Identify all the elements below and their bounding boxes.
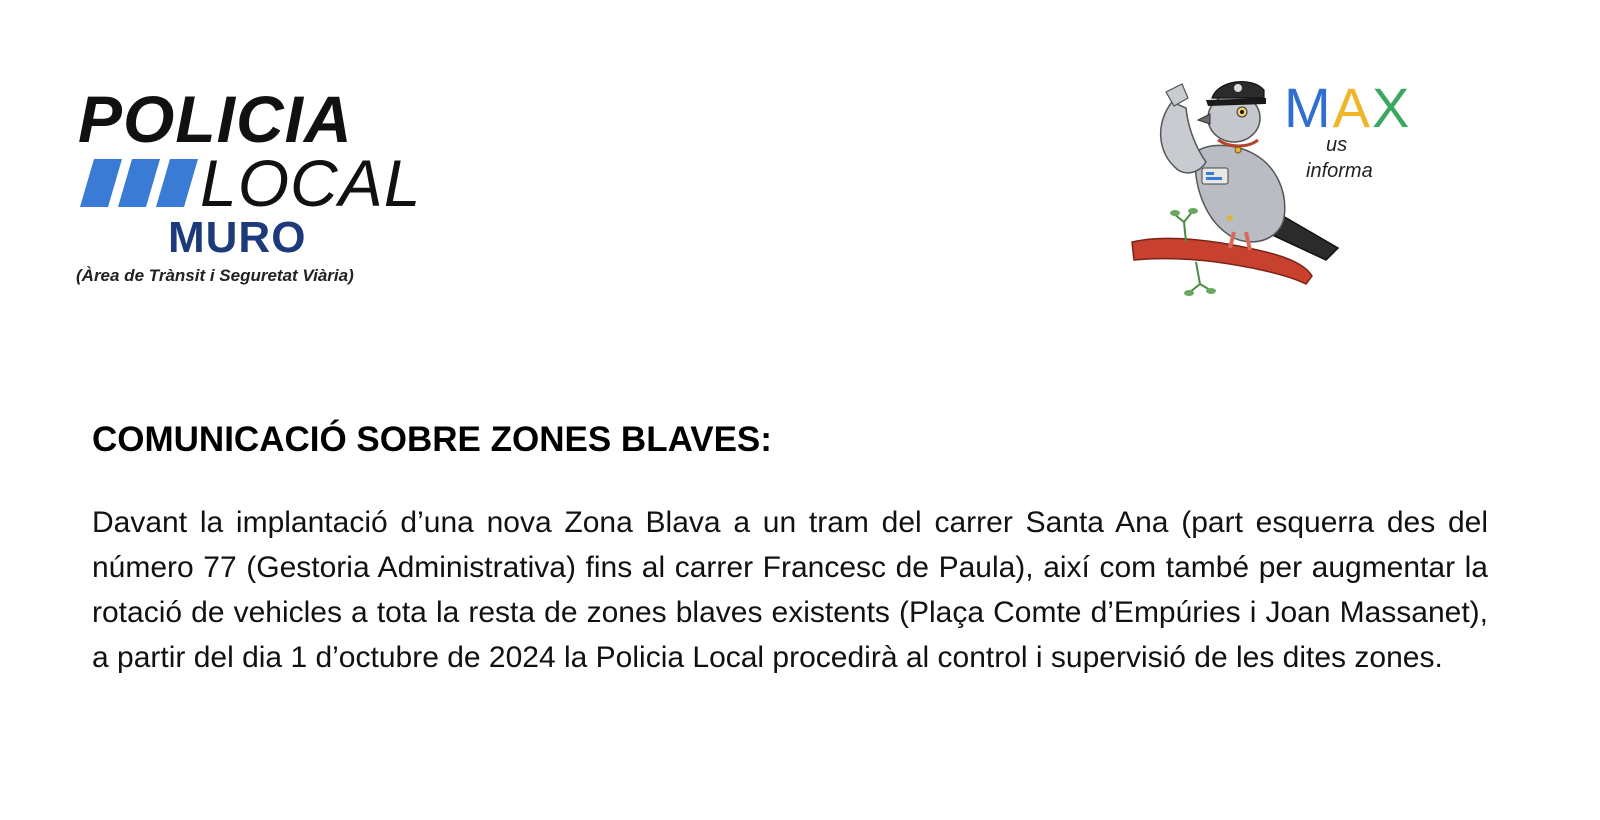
mascot-name-letter-m: M [1284, 76, 1333, 139]
mascot-name-letter-x: X [1372, 76, 1412, 139]
mascot [1126, 62, 1416, 302]
document-body: Davant la implantació d’una nova Zona Blava a un tram del carrer Santa Ana (part esquerra des del número 77 (Gestoria Administrativa) fins al carrer Francesc de Paula), així com també per augmentar la rotació de vehicles a tota la resta de zones blaves existents (Plaça Comte d’Empúries i Joan Massanet), a partir del dia 1 d’octubre de 2024 la Policia Local procedirà al control i supervisió de les dites zones. [92, 506, 1488, 674]
mascot-tagline-informa: informa [1306, 160, 1373, 182]
mascot-tagline-us: us [1326, 134, 1348, 156]
logo-area-subtitle: (Àrea de Trànsit i Seguretat Viària) [76, 266, 354, 285]
mascot-name [1284, 76, 1412, 139]
logo-policia-text: POLICIA [78, 82, 353, 156]
police-logo [76, 82, 436, 296]
logo-muro-text: MURO [168, 213, 307, 262]
mascot-name-letter-a: A [1332, 76, 1373, 139]
logo-stripes-icon [80, 159, 200, 207]
logo-local-text: LOCAL [200, 146, 422, 220]
document-title: COMUNICACIÓ SOBRE ZONES BLAVES: [92, 420, 772, 459]
